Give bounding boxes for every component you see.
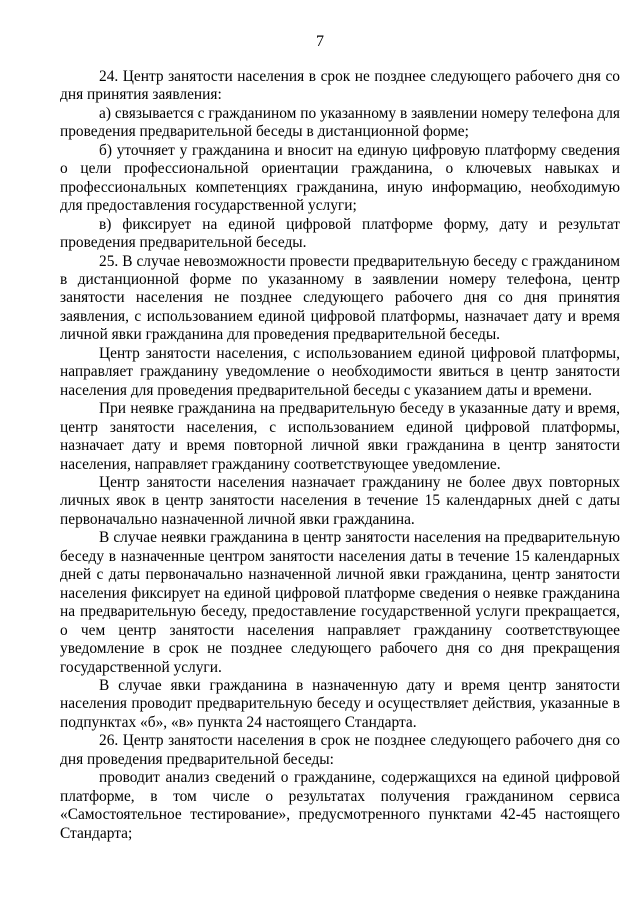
paragraph-26-intro: 26. Центр занятости населения в срок не позднее следующего рабочего дня со дня проведения предварительной беседы: (60, 732, 620, 768)
paragraph-25-notification: Центр занятости населения, с использованием единой цифровой платформы, направляет гражданину уведомление о необходимости явиться в центр занятости населения для проведения предварительной беседы с указанием даты и времени. (60, 344, 620, 399)
paragraph-25-intro: 25. В случае невозможности провести предварительную беседу с гражданином в дистанционной форме по указанному в заявлении номеру телефона, центр занятости населения не позднее следующего рабочего дня со дня принятия заявления, с использованием единой цифровой платформы, назначает дату и время личной явки гражданина для проведения предварительной беседы. (60, 252, 620, 344)
paragraph-24-v: в) фиксирует на единой цифровой платформе форму, дату и результат проведения предварительной беседы. (60, 215, 620, 252)
paragraph-25-no-show: При неявке гражданина на предварительную беседу в указанные дату и время, центр занятости населения, с использованием единой цифровой платформы, назначает дату и время повторной личной явки гражданина в центр занятости населения, направляет гражданину соответствующее уведомление. (60, 400, 620, 473)
paragraph-25-repeat-visits: Центр занятости населения назначает гражданину не более двух повторных личных явок в центр занятости населения в течение 15 календарных дней с даты первоначально назначенной личной явки гражданина. (60, 473, 620, 528)
paragraph-25-attendance: В случае явки гражданина в назначенную дату и время центр занятости населения проводит предварительную беседу и осуществляет действия, указанные в подпунктах «б», «в» пункта 24 настоящего Стандарта. (60, 676, 620, 731)
paragraph-26-analysis: проводит анализ сведений о гражданине, содержащихся на единой цифровой платформе, в том числе о результатах получения гражданином сервиса «Самостоятельное тестирование», предусмотренного пунктами 42-45 настоящего Стандарта; (60, 769, 620, 842)
paragraph-24-b: б) уточняет у гражданина и вносит на единую цифровую платформу сведения о цели профессиональной ориентации гражданина, о ключевых навыках и профессиональных компетенциях гражданина, иную информацию, необходимую для предоставления государственной услуги; (60, 141, 620, 215)
paragraph-24-intro: 24. Центр занятости населения в срок не позднее следующего рабочего дня со дня принятия заявления: (60, 68, 620, 104)
paragraph-25-termination: В случае неявки гражданина в центр занятости населения на предварительную беседу в назначенные центром занятости населения даты в течение 15 календарных дней с даты первоначально назначенной личной явки гражданина, центр занятости населения фиксирует на единой цифровой платформе сведения о неявке гражданина на предварительную беседу, предоставление государственной услуги прекращается, о чем центр занятости населения направляет гражданину соответствующее уведомление в срок не позднее следующего рабочего дня со дня прекращения государственной услуги. (60, 529, 620, 676)
paragraph-24-a: а) связывается с гражданином по указанному в заявлении номеру телефона для проведения предварительной беседы в дистанционной форме; (60, 104, 620, 141)
document-body (60, 68, 620, 843)
page-number: 7 (316, 33, 324, 50)
